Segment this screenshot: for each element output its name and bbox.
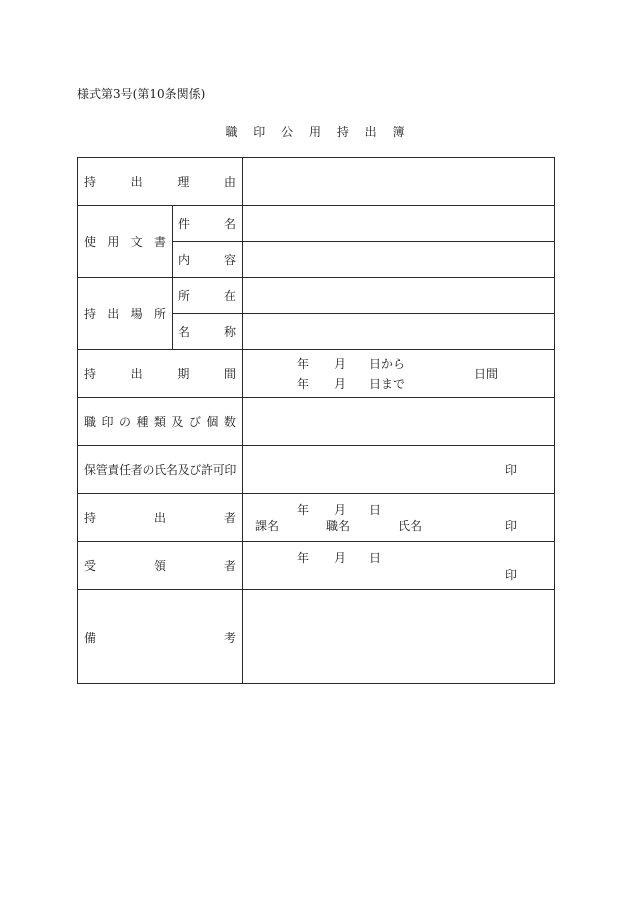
receiver-seal: 印 [505, 568, 518, 582]
place-location-label: 所 在 [178, 289, 236, 303]
period-from-day: 日から [369, 357, 406, 371]
title-char: 職 [225, 125, 238, 139]
receiver-label: 受 領 者 [84, 559, 236, 573]
receiver-day: 日 [369, 551, 382, 565]
carrier-label: 持 出 者 [84, 511, 236, 525]
form-table [77, 157, 555, 684]
row-divider [172, 241, 554, 242]
custodian-label: 保管責任者の氏名及び許可印 [84, 463, 237, 477]
period-from-month: 月 [334, 357, 347, 371]
remarks-label: 備 考 [84, 631, 236, 645]
row-divider [78, 589, 554, 590]
place-name-label: 名 称 [178, 325, 236, 339]
period-from-year: 年 [297, 357, 310, 371]
row-divider [78, 445, 554, 446]
period-days: 日間 [474, 367, 499, 381]
period-to-year: 年 [297, 377, 310, 391]
receiver-year: 年 [297, 551, 310, 565]
column-divider [242, 158, 243, 683]
row-divider [78, 397, 554, 398]
row-divider [78, 277, 554, 278]
row-divider [78, 349, 554, 350]
carrier-position: 職名 [326, 519, 351, 533]
carrier-section: 課名 [255, 519, 280, 533]
title-char: 公 [281, 125, 294, 139]
row-divider [78, 493, 554, 494]
title-char: 持 [336, 125, 349, 139]
title-char: 用 [308, 125, 321, 139]
custodian-seal: 印 [505, 463, 518, 477]
carrier-month: 月 [334, 503, 347, 517]
period-to-day: 日まで [369, 377, 406, 391]
title-char: 出 [364, 125, 377, 139]
receiver-month: 月 [334, 551, 347, 565]
carrier-name: 氏名 [398, 519, 423, 533]
seal-type-label: 職 印 の 種 類 及 び 個 数 [84, 415, 236, 429]
document-title [0, 123, 630, 140]
carrier-day: 日 [369, 503, 382, 517]
title-char: 簿 [392, 125, 405, 139]
period-label: 持 出 期 間 [84, 367, 236, 381]
column-divider [172, 205, 173, 349]
carrier-year: 年 [297, 503, 310, 517]
row-divider [172, 313, 554, 314]
period-to-month: 月 [334, 377, 347, 391]
row-divider [78, 541, 554, 542]
carrier-seal: 印 [505, 519, 518, 533]
document-label: 使 用 文 書 [84, 235, 166, 249]
reason-label: 持 出 理 由 [84, 175, 236, 189]
document-title-label: 件 名 [178, 217, 236, 231]
title-char: 印 [253, 125, 266, 139]
document-content-label: 内 容 [178, 253, 236, 267]
row-divider [78, 205, 554, 206]
place-label: 持 出 場 所 [84, 307, 166, 321]
form-number: 様式第3号(第10条関係) [77, 87, 206, 101]
